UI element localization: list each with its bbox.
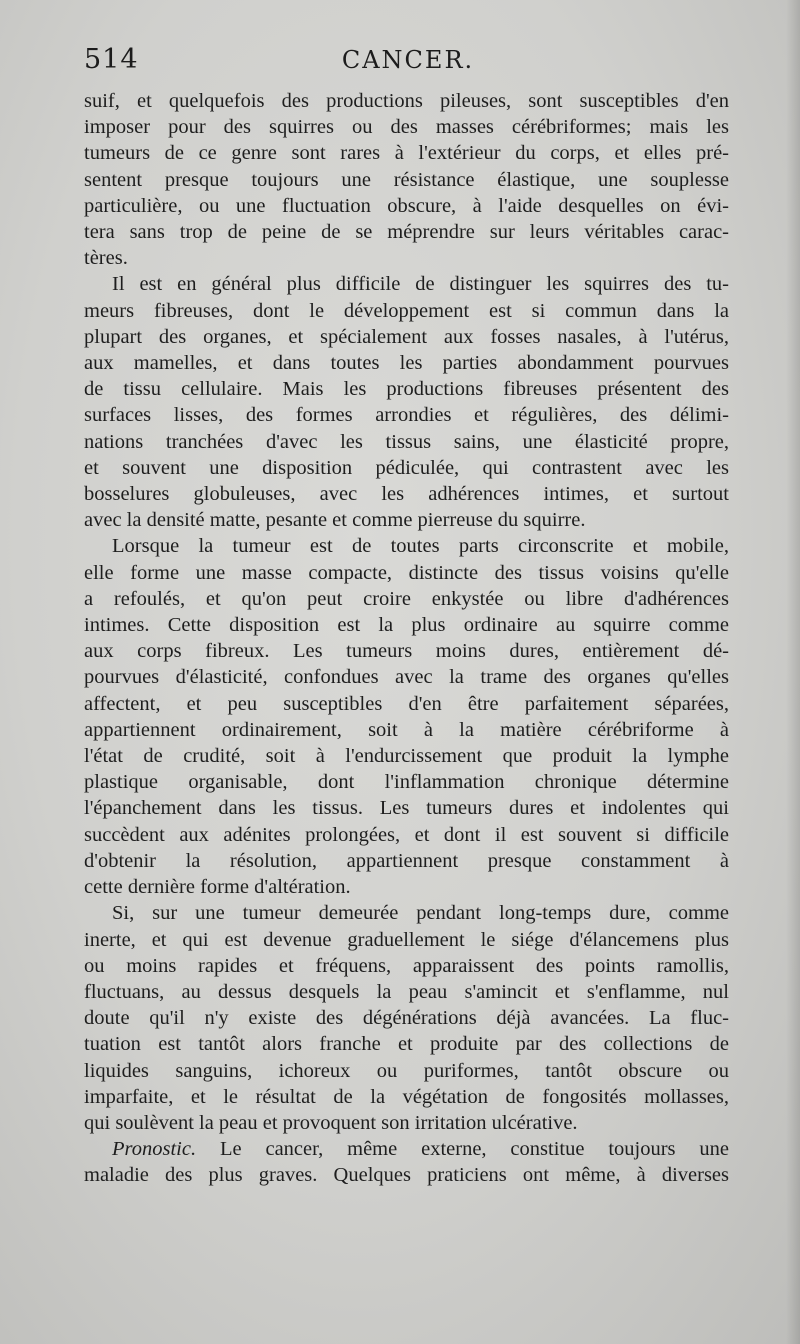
- text-line: plupart des organes, et spécialement aux fosses nasales, à l'utérus,: [84, 325, 729, 348]
- text-line: suif, et quelquefois des productions pileuses, sont susceptibles d'en: [84, 90, 729, 112]
- text-line: cette dernière forme d'altération.: [84, 876, 351, 899]
- text-line: tera sans trop de peine de se méprendre sur leurs véritables carac-: [84, 221, 729, 244]
- text-line: a refoulés, et qu'on peut croire enkystée ou libre d'adhérences: [84, 587, 729, 610]
- text-line: tères.: [84, 247, 128, 270]
- text-line: plastique organisable, dont l'inflammation chronique détermine: [84, 771, 729, 794]
- section-lead-pronostic: Pronostic.: [112, 1138, 197, 1161]
- text-line: bosselures globuleuses, avec les adhérences intimes, et surtout: [84, 483, 729, 506]
- paragraph-5: [84, 1136, 729, 1188]
- text-line: inerte, et qui est devenue graduellement le siége d'élancemens plus: [84, 928, 729, 951]
- text-line: et souvent une disposition pédiculée, qui contrastent avec les: [84, 456, 729, 479]
- paragraph-3: [84, 533, 729, 900]
- text-fragment: Le cancer, même externe, constitue toujours une: [196, 1138, 729, 1161]
- text-line: ou moins rapides et fréquens, apparaissent des points ramollis,: [84, 954, 729, 977]
- text-line: tuation est tantôt alors franche et produite par des collections de: [84, 1033, 729, 1056]
- text-line: aux mamelles, et dans toutes les parties abondamment pourvues: [84, 352, 729, 375]
- text-line: l'état de crudité, soit à l'endurcissement que produit la lymphe: [84, 745, 729, 768]
- text-line: succèdent aux adénites prolongées, et dont il est souvent si difficile: [84, 823, 729, 846]
- text-line: doute qu'il n'y existe des dégénérations déjà avancées. La fluc-: [84, 1007, 729, 1030]
- text-line: Si, sur une tumeur demeurée pendant long-temps dure, comme: [112, 902, 729, 925]
- running-title: CANCER.: [341, 46, 475, 74]
- text-line: imparfaite, et le résultat de la végétation de fongosités mollasses,: [84, 1085, 729, 1108]
- text-line: appartiennent ordinairement, soit à la matière cérébriforme à: [84, 718, 729, 741]
- text-line: nations tranchées d'avec les tissus sains, une élasticité propre,: [84, 430, 729, 453]
- text-line: particulière, ou une fluctuation obscure, à l'aide desquelles on évi-: [84, 194, 729, 217]
- text-line: [84, 1136, 729, 1162]
- body-text: [84, 88, 729, 1189]
- paragraph-4: [84, 900, 729, 1136]
- page-number: 514: [84, 44, 139, 75]
- text-line: liquides sanguins, ichoreux ou puriformes, tantôt obscure ou: [84, 1059, 729, 1082]
- paragraph-2: [84, 271, 729, 533]
- text-line: tumeurs de ce genre sont rares à l'extérieur du corps, et elles pré-: [84, 142, 729, 165]
- text-line: aux corps fibreux. Les tumeurs moins dures, entièrement dé-: [84, 640, 729, 663]
- text-line: surfaces lisses, des formes arrondies et régulières, des délimi-: [84, 404, 729, 427]
- text-line: intimes. Cette disposition est la plus ordinaire au squirre comme: [84, 614, 729, 637]
- text-line: de tissu cellulaire. Mais les productions fibreuses présentent des: [84, 378, 729, 401]
- text-line: l'épanchement dans les tissus. Les tumeurs dures et indolentes qui: [84, 797, 729, 820]
- text-line: maladie des plus graves. Quelques praticiens ont même, à diverses: [84, 1164, 729, 1187]
- text-line: Il est en général plus difficile de distinguer les squirres des tu-: [112, 273, 729, 296]
- paragraph-1: [84, 88, 729, 271]
- text-line: d'obtenir la résolution, appartiennent presque constamment à: [84, 849, 729, 872]
- text-line: Lorsque la tumeur est de toutes parts circonscrite et mobile,: [112, 535, 729, 558]
- text-line: imposer pour des squirres ou des masses cérébriformes; mais les: [84, 116, 729, 139]
- text-line: affectent, et peu susceptibles d'en être parfaitement séparées,: [84, 692, 729, 715]
- text-line: sentent presque toujours une résistance élastique, une souplesse: [84, 168, 729, 191]
- text-line: avec la densité matte, pesante et comme pierreuse du squirre.: [84, 509, 586, 532]
- text-line: elle forme une masse compacte, distincte des tissus voisins qu'elle: [84, 561, 729, 584]
- page-header: [84, 44, 732, 84]
- text-line: meurs fibreuses, dont le développement est si commun dans la: [84, 299, 729, 322]
- text-line: qui soulèvent la peau et provoquent son irritation ulcérative.: [84, 1111, 578, 1134]
- text-line: fluctuans, au dessus desquels la peau s'amincit et s'enflamme, nul: [84, 980, 729, 1003]
- text-line: pourvues d'élasticité, confondues avec la trame des organes qu'elles: [84, 666, 729, 689]
